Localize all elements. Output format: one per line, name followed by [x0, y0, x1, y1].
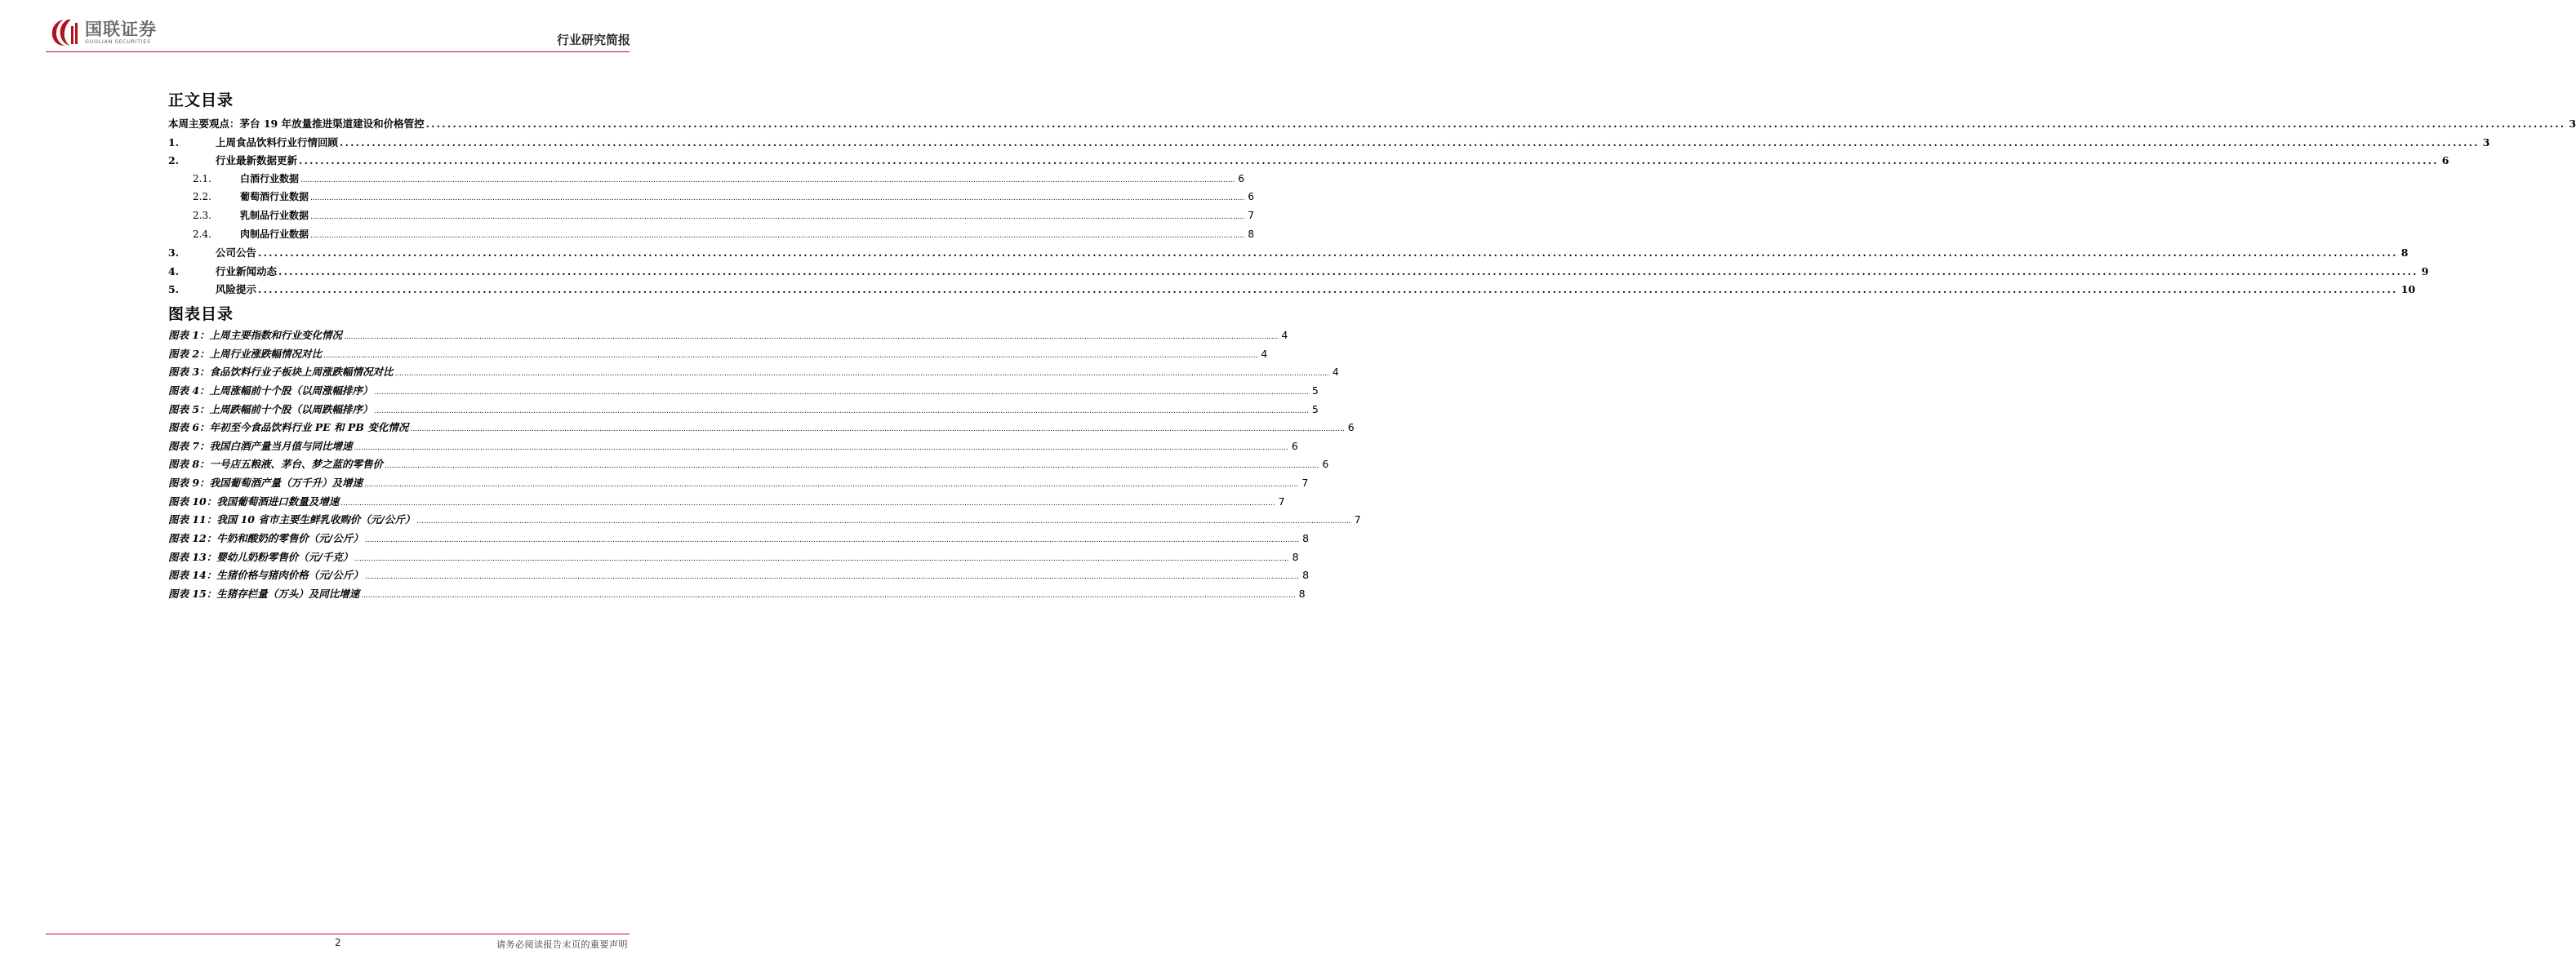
- figure-entry[interactable]: [168, 549, 1299, 568]
- toc-entry-number: 2.1.: [193, 172, 211, 184]
- toc-entry-title: 葡萄酒行业数据: [240, 191, 309, 203]
- toc-entry-number: 2.4.: [193, 228, 211, 240]
- figure-entry-title: 图表 12：牛奶和酸奶的零售价（元/公斤）: [168, 532, 363, 545]
- report-type-label: 行业研究简报: [556, 33, 630, 47]
- figure-entry[interactable]: [168, 327, 1288, 346]
- dot-leader: ................................................................................................................................................................................................................................................................................................................................................................................................................: [299, 154, 2439, 167]
- toc-entry-title: 公司公告: [216, 246, 257, 260]
- toc-entry-page: 8: [1248, 228, 1254, 240]
- toc-entry[interactable]: [168, 171, 1244, 190]
- dot-leader: ................................................................................................................................................................................................................................................................................................................................................................................................................: [364, 573, 1300, 582]
- dot-leader: ................................................................................................................................................................................................................................................................................................................................................................................................................: [310, 212, 1245, 221]
- figure-entry[interactable]: [168, 494, 1285, 512]
- figure-entry-page: 7: [1354, 513, 1361, 526]
- dot-leader: ................................................................................................................................................................................................................................................................................................................................................................................................................: [374, 388, 1309, 397]
- dot-leader: ................................................................................................................................................................................................................................................................................................................................................................................................................: [344, 333, 1279, 341]
- dot-leader: ................................................................................................................................................................................................................................................................................................................................................................................................................: [258, 246, 2398, 260]
- dot-leader: ................................................................................................................................................................................................................................................................................................................................................................................................................: [374, 406, 1309, 415]
- toc-entry-title: 行业最新数据更新: [216, 154, 298, 167]
- dot-leader: ................................................................................................................................................................................................................................................................................................................................................................................................................: [354, 554, 1289, 563]
- toc-entry[interactable]: [168, 227, 1254, 246]
- figure-entry-page: 4: [1281, 329, 1288, 341]
- dot-leader: ................................................................................................................................................................................................................................................................................................................................................................................................................: [361, 591, 1296, 600]
- figure-entry-title: 图表 1：上周主要指数和行业变化情况: [168, 329, 343, 341]
- figure-entry-title: 图表 2：上周行业涨跌幅情况对比: [168, 347, 323, 360]
- toc-entry[interactable]: [168, 245, 2409, 264]
- figure-entry-title: 图表 10：我国葡萄酒进口数量及增速: [168, 495, 340, 508]
- toc-entry-page: 6: [1248, 191, 1254, 203]
- figure-entry-page: 8: [1302, 532, 1310, 545]
- figure-entry-page: 5: [1311, 402, 1319, 415]
- toc-entry[interactable]: [168, 264, 2429, 282]
- dot-leader: ................................................................................................................................................................................................................................................................................................................................................................................................................: [385, 462, 1319, 471]
- page-number: 2: [335, 937, 341, 948]
- toc-entry-page: 6: [2441, 154, 2449, 167]
- dot-leader: ................................................................................................................................................................................................................................................................................................................................................................................................................: [394, 370, 1329, 379]
- figure-entry-title: 图表 9：我国葡萄酒产量（万千升）及增速: [168, 477, 363, 490]
- dot-leader: ................................................................................................................................................................................................................................................................................................................................................................................................................: [364, 536, 1300, 545]
- guolian-logo-icon: [51, 18, 82, 47]
- figure-entry-page: 5: [1311, 384, 1319, 397]
- figure-entry-title: 图表 3：食品饮料行业子板块上周涨跌幅情况对比: [168, 366, 394, 379]
- toc-entry[interactable]: [168, 153, 2449, 171]
- dot-leader: ................................................................................................................................................................................................................................................................................................................................................................................................................: [340, 135, 2480, 149]
- figure-entry-page: 7: [1301, 477, 1309, 490]
- toc-entry-number: 2.: [168, 154, 180, 167]
- toc-entry-page: 10: [2400, 283, 2416, 296]
- dot-leader: ................................................................................................................................................................................................................................................................................................................................................................................................................: [410, 425, 1345, 434]
- toc-entry-title: 肉制品行业数据: [240, 228, 309, 240]
- toc-entry-number: 2.2.: [193, 191, 211, 203]
- toc-entry-page: 3: [2569, 118, 2576, 130]
- company-logo: [51, 18, 157, 47]
- footer-disclaimer: 请务必阅读报告末页的重要声明: [496, 939, 628, 950]
- figure-entry-page: 8: [1302, 569, 1310, 582]
- logo-chinese-name: 国联证券: [85, 20, 157, 39]
- table-of-contents: [168, 116, 2576, 300]
- figure-entry[interactable]: [168, 419, 1355, 438]
- figure-entry-title: 图表 15：生猪存栏量（万头）及同比增速: [168, 587, 360, 600]
- toc-entry-number: 4.: [168, 264, 180, 277]
- figure-entry-page: 8: [1298, 587, 1306, 600]
- toc-entry[interactable]: [168, 208, 1254, 227]
- toc-title: 正文目录: [168, 91, 234, 109]
- dot-leader: ................................................................................................................................................................................................................................................................................................................................................................................................................: [354, 443, 1288, 452]
- toc-entry-page: 7: [1248, 209, 1254, 221]
- figure-entry[interactable]: [168, 364, 1339, 383]
- dot-leader: ................................................................................................................................................................................................................................................................................................................................................................................................................: [300, 175, 1235, 184]
- figure-entry-page: 7: [1278, 495, 1285, 508]
- figure-entry[interactable]: [168, 402, 1319, 420]
- page-header: [0, 0, 675, 57]
- toc-entry-page: 8: [2400, 246, 2409, 260]
- toc-entry-number: 2.3.: [193, 209, 211, 221]
- figure-entry-page: 6: [1322, 458, 1329, 471]
- figure-entry-title: 图表 13：婴幼儿奶粉零售价（元/千克）: [168, 550, 354, 563]
- toc-entry-title: 白酒行业数据: [240, 172, 300, 184]
- toc-entry[interactable]: [168, 116, 2576, 135]
- figure-entry[interactable]: [168, 438, 1298, 457]
- toc-entry-title: 风险提示: [216, 283, 257, 296]
- toc-entry-title: 行业新闻动态: [216, 264, 278, 277]
- toc-entry[interactable]: [168, 189, 1254, 208]
- figure-entry-page: 6: [1347, 421, 1355, 434]
- figure-entry-page: 4: [1332, 366, 1339, 379]
- toc-entry[interactable]: [168, 282, 2416, 300]
- dot-leader: ................................................................................................................................................................................................................................................................................................................................................................................................................: [278, 264, 2418, 277]
- toc-entry-number: 5.: [168, 283, 180, 296]
- dot-leader: ................................................................................................................................................................................................................................................................................................................................................................................................................: [323, 351, 1258, 360]
- figure-entry[interactable]: [168, 383, 1319, 402]
- figure-entry[interactable]: [168, 586, 1306, 605]
- toc-entry-number: 1.: [168, 135, 180, 149]
- figure-entry[interactable]: [168, 475, 1309, 494]
- figure-entry-page: 6: [1291, 439, 1298, 452]
- logo-english-name: GUOLIAN SECURITIES: [85, 38, 151, 45]
- dot-leader: ................................................................................................................................................................................................................................................................................................................................................................................................................: [310, 194, 1245, 203]
- toc-entry-page: 3: [2482, 135, 2490, 149]
- dot-leader: ................................................................................................................................................................................................................................................................................................................................................................................................................: [416, 517, 1351, 526]
- dot-leader: ................................................................................................................................................................................................................................................................................................................................................................................................................: [258, 283, 2398, 296]
- toc-entry-title: 本周主要观点：茅台 19 年放量推进渠道建设和价格管控: [168, 118, 425, 130]
- dot-leader: ................................................................................................................................................................................................................................................................................................................................................................................................................: [340, 499, 1275, 508]
- figure-entry-title: 图表 4：上周涨幅前十个股（以周涨幅排序）: [168, 384, 373, 397]
- figure-entry-title: 图表 8：一号店五粮液、茅台、梦之蓝的零售价: [168, 458, 384, 471]
- figure-entry-title: 图表 14：生猪价格与猪肉价格（元/公斤）: [168, 569, 363, 582]
- dot-leader: ................................................................................................................................................................................................................................................................................................................................................................................................................: [425, 118, 2566, 130]
- toc-entry-number: 3.: [168, 246, 180, 260]
- toc-entry-title: 乳制品行业数据: [240, 209, 309, 221]
- toc-entry-title: 上周食品饮料行业行情回顾: [216, 135, 339, 149]
- dot-leader: ................................................................................................................................................................................................................................................................................................................................................................................................................: [310, 231, 1245, 240]
- list-of-figures: [168, 327, 1361, 605]
- figures-title: 图表目录: [168, 305, 234, 323]
- figure-entry[interactable]: [168, 567, 1310, 586]
- figure-entry-title: 图表 7：我国白酒产量当月值与同比增速: [168, 439, 353, 452]
- toc-entry-page: 6: [1238, 172, 1244, 184]
- figure-entry[interactable]: [168, 530, 1310, 549]
- figure-entry[interactable]: [168, 512, 1361, 530]
- figure-entry[interactable]: [168, 456, 1329, 475]
- header-divider: [46, 51, 630, 52]
- figure-entry-title: 图表 5：上周跌幅前十个股（以周跌幅排序）: [168, 402, 373, 415]
- figure-entry-page: 8: [1292, 550, 1299, 563]
- toc-entry-page: 9: [2421, 264, 2429, 277]
- figure-entry-page: 4: [1261, 347, 1268, 360]
- figure-entry[interactable]: [168, 346, 1268, 365]
- figure-entry-title: 图表 11：我国 10 省市主要生鲜乳收购价（元/公斤）: [168, 513, 416, 526]
- dot-leader: ................................................................................................................................................................................................................................................................................................................................................................................................................: [364, 481, 1299, 490]
- toc-entry[interactable]: [168, 135, 2490, 153]
- figure-entry-title: 图表 6：年初至今食品饮料行业 PE 和 PB 变化情况: [168, 421, 409, 434]
